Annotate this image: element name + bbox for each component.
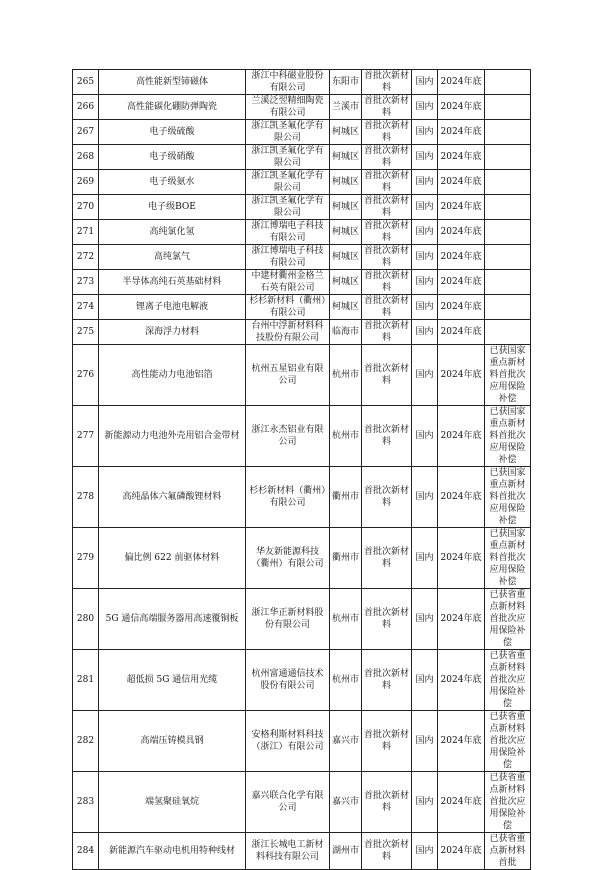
cell-company: 兰溪泛翌精细陶瓷有限公司 <box>246 95 330 120</box>
cell-product: 端氢聚硅氧烷 <box>99 772 246 833</box>
cell-note: 已获国家重点新材料首批次应用保险补偿 <box>485 345 531 406</box>
cell-company: 安格利斯材料科技（浙江）有限公司 <box>246 711 330 772</box>
cell-deadline: 2024年底 <box>438 345 485 406</box>
cell-batch: 首批次新材料 <box>362 650 412 711</box>
cell-batch: 首批次新材料 <box>362 170 412 195</box>
cell-note <box>485 195 531 220</box>
cell-company: 杉杉新材料（衢州）有限公司 <box>246 467 330 528</box>
cell-note <box>485 320 531 345</box>
cell-deadline: 2024年底 <box>438 320 485 345</box>
cell-city: 嘉兴市 <box>330 772 362 833</box>
cell-product: 电子级氨水 <box>99 170 246 195</box>
cell-batch: 首批次新材料 <box>362 833 412 870</box>
cell-deadline: 2024年底 <box>438 711 485 772</box>
cell-note: 已获省重点新材料首批次应用保险补偿 <box>485 589 531 650</box>
cell-city: 杭州市 <box>330 345 362 406</box>
cell-company: 华友新能源科技（衢州）有限公司 <box>246 528 330 589</box>
cell-scope: 国内 <box>412 120 438 145</box>
table-row <box>73 95 531 120</box>
cell-note <box>485 220 531 245</box>
cell-product: 偏比例 622 前驱体材料 <box>99 528 246 589</box>
cell-no: 266 <box>73 95 99 120</box>
cell-scope: 国内 <box>412 528 438 589</box>
cell-scope: 国内 <box>412 650 438 711</box>
table-row <box>73 320 531 345</box>
cell-no: 278 <box>73 467 99 528</box>
cell-no: 279 <box>73 528 99 589</box>
cell-product: 高纯氯化氢 <box>99 220 246 245</box>
cell-scope: 国内 <box>412 406 438 467</box>
cell-note: 已获国家重点新材料首批次应用保险补偿 <box>485 406 531 467</box>
cell-scope: 国内 <box>412 245 438 270</box>
cell-company: 浙江博瑞电子科技有限公司 <box>246 220 330 245</box>
cell-no: 271 <box>73 220 99 245</box>
cell-no: 273 <box>73 270 99 295</box>
cell-deadline: 2024年底 <box>438 195 485 220</box>
cell-product: 高端压铸模具钢 <box>99 711 246 772</box>
cell-batch: 首批次新材料 <box>362 145 412 170</box>
cell-scope: 国内 <box>412 195 438 220</box>
cell-company: 浙江华正新材料股份有限公司 <box>246 589 330 650</box>
cell-scope: 国内 <box>412 95 438 120</box>
cell-scope: 国内 <box>412 589 438 650</box>
cell-deadline: 2024年底 <box>438 270 485 295</box>
cell-company: 浙江永杰铝业有限公司 <box>246 406 330 467</box>
table-row <box>73 220 531 245</box>
cell-scope: 国内 <box>412 295 438 320</box>
cell-deadline: 2024年底 <box>438 70 485 95</box>
cell-city: 衢州市 <box>330 528 362 589</box>
cell-no: 265 <box>73 70 99 95</box>
cell-scope: 国内 <box>412 270 438 295</box>
cell-product: 电子级硝酸 <box>99 145 246 170</box>
table-row <box>73 270 531 295</box>
cell-deadline: 2024年底 <box>438 170 485 195</box>
cell-company: 浙江博瑞电子科技有限公司 <box>246 245 330 270</box>
table-row <box>73 195 531 220</box>
cell-batch: 首批次新材料 <box>362 95 412 120</box>
cell-product: 高性能新型铈磁体 <box>99 70 246 95</box>
cell-no: 267 <box>73 120 99 145</box>
cell-product: 5G 通信高端服务器用高速覆铜板 <box>99 589 246 650</box>
cell-scope: 国内 <box>412 220 438 245</box>
cell-deadline: 2024年底 <box>438 589 485 650</box>
cell-batch: 首批次新材料 <box>362 220 412 245</box>
cell-deadline: 2024年底 <box>438 220 485 245</box>
materials-table <box>72 69 531 870</box>
table-row <box>73 711 531 772</box>
cell-note <box>485 145 531 170</box>
table-row <box>73 295 531 320</box>
cell-product: 半导体高纯石英基础材料 <box>99 270 246 295</box>
cell-product: 高性能动力电池铝箔 <box>99 345 246 406</box>
cell-deadline: 2024年底 <box>438 833 485 870</box>
cell-deadline: 2024年底 <box>438 650 485 711</box>
cell-company: 台州中浮新材料科技股份有限公司 <box>246 320 330 345</box>
cell-batch: 首批次新材料 <box>362 528 412 589</box>
cell-note: 已获国家重点新材料首批次应用保险补偿 <box>485 528 531 589</box>
cell-product: 电子级硫酸 <box>99 120 246 145</box>
cell-no: 274 <box>73 295 99 320</box>
cell-deadline: 2024年底 <box>438 406 485 467</box>
cell-city: 柯城区 <box>330 270 362 295</box>
cell-note: 已获省重点新材料首批次应用保险补偿 <box>485 650 531 711</box>
cell-no: 281 <box>73 650 99 711</box>
cell-batch: 首批次新材料 <box>362 320 412 345</box>
cell-product: 高性能碳化硼防弹陶瓷 <box>99 95 246 120</box>
cell-scope: 国内 <box>412 170 438 195</box>
cell-company: 浙江凯圣氟化学有限公司 <box>246 120 330 145</box>
cell-scope: 国内 <box>412 467 438 528</box>
cell-no: 270 <box>73 195 99 220</box>
cell-product: 高纯晶体六氟磷酸锂材料 <box>99 467 246 528</box>
cell-batch: 首批次新材料 <box>362 406 412 467</box>
table-row <box>73 70 531 95</box>
cell-scope: 国内 <box>412 833 438 870</box>
cell-no: 275 <box>73 320 99 345</box>
cell-company: 杉杉新材料（衢州）有限公司 <box>246 295 330 320</box>
cell-city: 柯城区 <box>330 245 362 270</box>
cell-no: 283 <box>73 772 99 833</box>
cell-company: 浙江长城电工新材料科技有限公司 <box>246 833 330 870</box>
table-row <box>73 650 531 711</box>
cell-note: 已获省重点新材料首批次应用保险补偿 <box>485 772 531 833</box>
table-row <box>73 467 531 528</box>
cell-note <box>485 245 531 270</box>
cell-deadline: 2024年底 <box>438 120 485 145</box>
cell-company: 中建材衢州金格兰石英有限公司 <box>246 270 330 295</box>
cell-batch: 首批次新材料 <box>362 345 412 406</box>
cell-no: 269 <box>73 170 99 195</box>
cell-note <box>485 70 531 95</box>
table-body <box>73 70 531 870</box>
cell-product: 新能源汽车驱动电机用特种线材 <box>99 833 246 870</box>
cell-city: 东阳市 <box>330 70 362 95</box>
cell-product: 新能源动力电池外壳用铝合金带材 <box>99 406 246 467</box>
cell-product: 深海浮力材料 <box>99 320 246 345</box>
cell-scope: 国内 <box>412 711 438 772</box>
cell-city: 杭州市 <box>330 589 362 650</box>
cell-deadline: 2024年底 <box>438 295 485 320</box>
cell-no: 280 <box>73 589 99 650</box>
cell-no: 277 <box>73 406 99 467</box>
cell-company: 浙江凯圣氟化学有限公司 <box>246 195 330 220</box>
cell-no: 272 <box>73 245 99 270</box>
cell-scope: 国内 <box>412 772 438 833</box>
cell-product: 超低损 5G 通信用光缆 <box>99 650 246 711</box>
cell-scope: 国内 <box>412 320 438 345</box>
cell-company: 浙江凯圣氟化学有限公司 <box>246 170 330 195</box>
cell-note <box>485 120 531 145</box>
cell-batch: 首批次新材料 <box>362 70 412 95</box>
cell-note <box>485 95 531 120</box>
cell-note <box>485 295 531 320</box>
cell-city: 柯城区 <box>330 195 362 220</box>
table-row <box>73 772 531 833</box>
cell-batch: 首批次新材料 <box>362 245 412 270</box>
table-row <box>73 406 531 467</box>
cell-no: 284 <box>73 833 99 870</box>
cell-scope: 国内 <box>412 70 438 95</box>
table-row <box>73 528 531 589</box>
cell-deadline: 2024年底 <box>438 95 485 120</box>
cell-deadline: 2024年底 <box>438 772 485 833</box>
cell-scope: 国内 <box>412 145 438 170</box>
cell-deadline: 2024年底 <box>438 145 485 170</box>
cell-city: 柯城区 <box>330 295 362 320</box>
cell-city: 柯城区 <box>330 145 362 170</box>
cell-batch: 首批次新材料 <box>362 467 412 528</box>
cell-city: 柯城区 <box>330 170 362 195</box>
table-row <box>73 245 531 270</box>
cell-product: 电子级BOE <box>99 195 246 220</box>
cell-company: 杭州五星铝业有限公司 <box>246 345 330 406</box>
cell-product: 高纯氯气 <box>99 245 246 270</box>
cell-note: 已获省重点新材料首批 <box>485 833 531 870</box>
cell-batch: 首批次新材料 <box>362 772 412 833</box>
cell-deadline: 2024年底 <box>438 528 485 589</box>
table-row <box>73 120 531 145</box>
cell-city: 衢州市 <box>330 467 362 528</box>
table-row <box>73 345 531 406</box>
cell-note <box>485 270 531 295</box>
cell-no: 268 <box>73 145 99 170</box>
cell-company: 杭州富通通信技术股份有限公司 <box>246 650 330 711</box>
cell-city: 柯城区 <box>330 220 362 245</box>
cell-batch: 首批次新材料 <box>362 270 412 295</box>
cell-city: 杭州市 <box>330 650 362 711</box>
cell-scope: 国内 <box>412 345 438 406</box>
cell-city: 临海市 <box>330 320 362 345</box>
cell-city: 嘉兴市 <box>330 711 362 772</box>
table-row <box>73 833 531 870</box>
cell-deadline: 2024年底 <box>438 467 485 528</box>
cell-batch: 首批次新材料 <box>362 711 412 772</box>
cell-batch: 首批次新材料 <box>362 589 412 650</box>
table-row <box>73 589 531 650</box>
cell-city: 湖州市 <box>330 833 362 870</box>
cell-company: 浙江凯圣氟化学有限公司 <box>246 145 330 170</box>
cell-deadline: 2024年底 <box>438 245 485 270</box>
cell-batch: 首批次新材料 <box>362 195 412 220</box>
cell-city: 杭州市 <box>330 406 362 467</box>
cell-product: 锂离子电池电解液 <box>99 295 246 320</box>
cell-city: 兰溪市 <box>330 95 362 120</box>
cell-city: 柯城区 <box>330 120 362 145</box>
cell-no: 282 <box>73 711 99 772</box>
cell-note <box>485 170 531 195</box>
table-row <box>73 170 531 195</box>
table-row <box>73 145 531 170</box>
cell-company: 嘉兴联合化学有限公司 <box>246 772 330 833</box>
cell-batch: 首批次新材料 <box>362 120 412 145</box>
cell-company: 浙江中科磁业股份有限公司 <box>246 70 330 95</box>
cell-batch: 首批次新材料 <box>362 295 412 320</box>
cell-no: 276 <box>73 345 99 406</box>
cell-note: 已获国家重点新材料首批次应用保险补偿 <box>485 467 531 528</box>
cell-note: 已获省重点新材料首批次应用保险补偿 <box>485 711 531 772</box>
